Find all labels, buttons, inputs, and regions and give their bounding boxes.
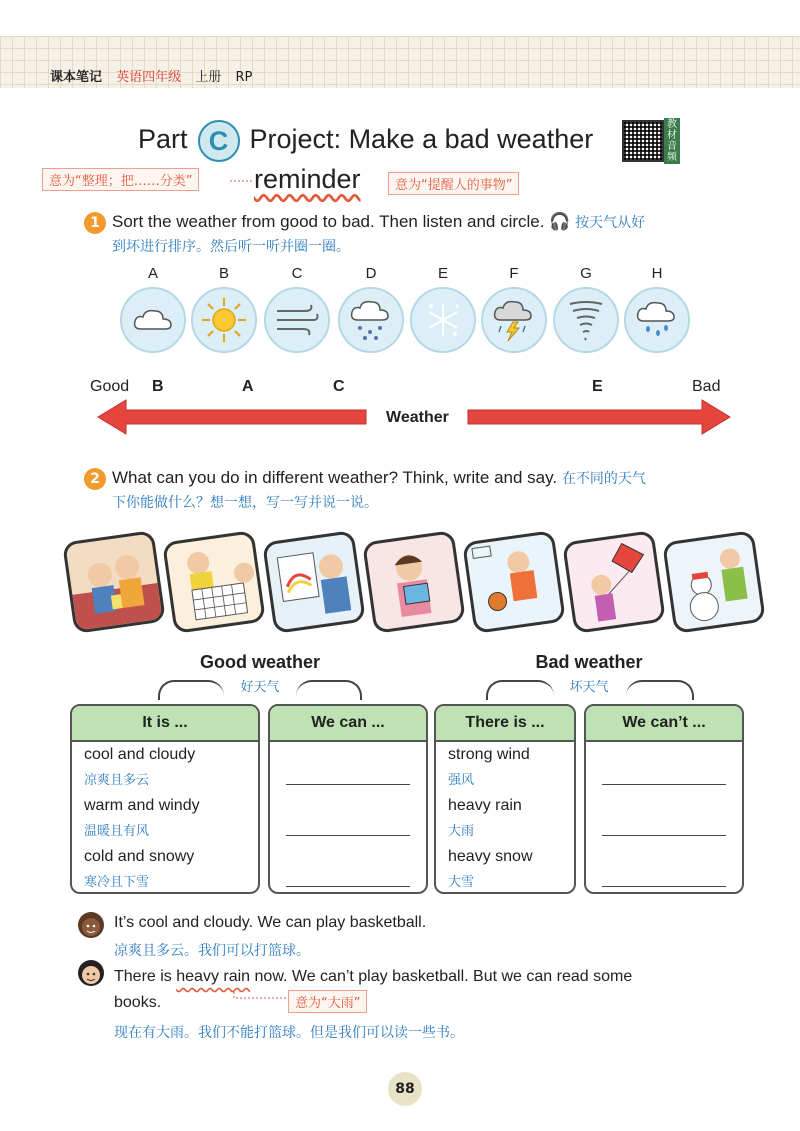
dialog-line1-cn: 凉爽且多云。我们可以打篮球。 [114,943,310,959]
arrow-right [466,398,732,436]
title-line1: Project: Make a bad weather [249,124,594,155]
qr-code-icon[interactable] [622,120,664,162]
qr-label: 教材音频 [664,118,680,164]
avatar-boy-1 [78,912,104,938]
note-heavy-rain-connector [232,990,292,1004]
title-part: Part [138,124,188,155]
box-there-is-head: There is ... [436,706,574,742]
weather-label-b: B [218,265,229,282]
good-brace-right [296,680,362,700]
task1-text: Sort the weather from good to bad. Then listen and circle. [112,212,545,231]
page-title [138,120,593,162]
we-can-blank-3[interactable] [286,886,410,887]
task1-number: 1 [84,212,106,234]
answer-slot-1[interactable]: B [152,378,164,395]
we-cant-blank-2[interactable] [602,835,726,836]
there-is-row-2-cn: 大雨 [448,824,475,839]
weather-label-c: C [291,265,303,282]
box-it-is-head: It is ... [72,706,258,742]
avatar-boy-2 [78,960,104,986]
it-is-row-3-cn: 寒冷且下雪 [84,875,150,890]
there-is-row-3-en: heavy snow [448,848,533,865]
box-we-cant [584,704,744,894]
task2-number: 2 [84,468,106,490]
task1-cn1: 按天气从好 [575,214,646,230]
picture-painting [262,530,366,634]
volume-label: 上册 [195,70,222,85]
box-we-can [268,704,428,894]
dialog-line2-en [114,968,632,986]
book-name: 课本笔记 [50,70,103,85]
dialog-line2-part-c: now. We can’t play basketball. But we can read some [250,968,633,985]
note-sort: 意为“整理；把……分类” [42,168,199,191]
dialog-line1-en: It’s cool and cloudy. We can play basketball. [114,914,427,931]
good-weather-cn: 好天气 [240,680,280,695]
headphone-icon[interactable]: 🎧 [549,212,571,231]
picture-making-snowman [662,530,766,634]
there-is-row-3-cn: 大雪 [448,875,475,890]
it-is-row-1-en: cool and cloudy [84,746,196,763]
task2-instruction [112,468,646,488]
sun-icon[interactable] [191,287,257,353]
we-cant-blank-1[interactable] [602,784,726,785]
wind-icon[interactable] [264,287,330,353]
grade-label: 英语四年级 [116,70,182,85]
arrow-left [96,398,368,436]
weather-label-a: A [147,265,158,282]
good-brace-left [158,680,224,700]
rain-cloud-icon[interactable] [624,287,690,353]
task2-cn2: 下你能做什么？想一想，写一写并说一说。 [112,495,378,511]
note-connector [230,176,256,186]
task2-text: What can you do in different weather? Think, write and say. [112,468,558,487]
we-can-blank-1[interactable] [286,784,410,785]
box-we-can-head: We can ... [270,706,426,742]
scale-bad-label: Bad [692,378,721,395]
weather-label-f: F [509,265,519,282]
title-line2: reminder [254,164,361,194]
note-reminder: 意为“提醒人的事物” [388,172,519,195]
box-there-is [434,704,576,894]
answer-slot-3[interactable]: C [333,378,345,395]
page-number: 88 [388,1072,422,1106]
snow-cloud-icon[interactable] [338,287,404,353]
picture-reading-book [362,530,466,634]
note-heavy-rain: 意为“大雨” [288,990,367,1013]
dialog-heavy-rain: heavy rain [176,968,251,985]
task2-cn1: 在不同的天气 [561,470,646,486]
picture-playing-basketball [462,530,566,634]
picture-flying-kite [562,530,666,634]
weather-label-e: E [437,265,448,282]
task1-cn2: 到坏进行排序。然后听一听并圈一圈。 [112,239,350,255]
edition-label: RP [235,70,253,85]
there-is-row-2-en: heavy rain [448,797,522,814]
scale-good-label: Good [90,378,130,395]
picture-playing-chess [162,530,266,634]
it-is-row-2-en: warm and windy [84,797,200,814]
answer-slot-4[interactable]: E [592,378,603,395]
task1-instruction [112,212,645,232]
snowflake-icon[interactable] [410,287,476,353]
it-is-row-1-cn: 凉爽且多云 [84,773,150,788]
answer-slot-2[interactable]: A [242,378,254,395]
title-letter-badge: C [198,120,240,162]
weather-label-g: G [580,265,592,282]
weather-label-h: H [651,265,663,282]
header-text [50,66,262,85]
bad-brace-right [626,680,694,700]
picture-watching-movie [62,530,166,634]
it-is-row-2-cn: 温暖且有风 [84,824,150,839]
there-is-row-1-cn: 强风 [448,773,475,788]
bad-weather-cn: 坏天气 [569,680,609,695]
dialog-line2-part-a: There is [114,968,177,985]
bad-weather-title: Bad weather [535,652,643,672]
box-it-is [70,704,260,894]
box-we-cant-head: We can’t ... [586,706,742,742]
dialog-line2-part-d: books. [114,994,162,1011]
we-cant-blank-3[interactable] [602,886,726,887]
there-is-row-1-en: strong wind [448,746,530,763]
tornado-icon[interactable] [553,287,619,353]
dialog-line2-cn: 现在有大雨。我们不能打篮球。但是我们可以读一些书。 [114,1025,464,1041]
it-is-row-3-en: cold and snowy [84,848,195,865]
storm-icon[interactable] [481,287,547,353]
good-weather-title: Good weather [199,652,320,672]
weather-label-d: D [365,265,377,282]
cloud-icon[interactable] [120,287,186,353]
bad-brace-left [486,680,554,700]
scale-weather-label: Weather [386,409,449,426]
we-can-blank-2[interactable] [286,835,410,836]
